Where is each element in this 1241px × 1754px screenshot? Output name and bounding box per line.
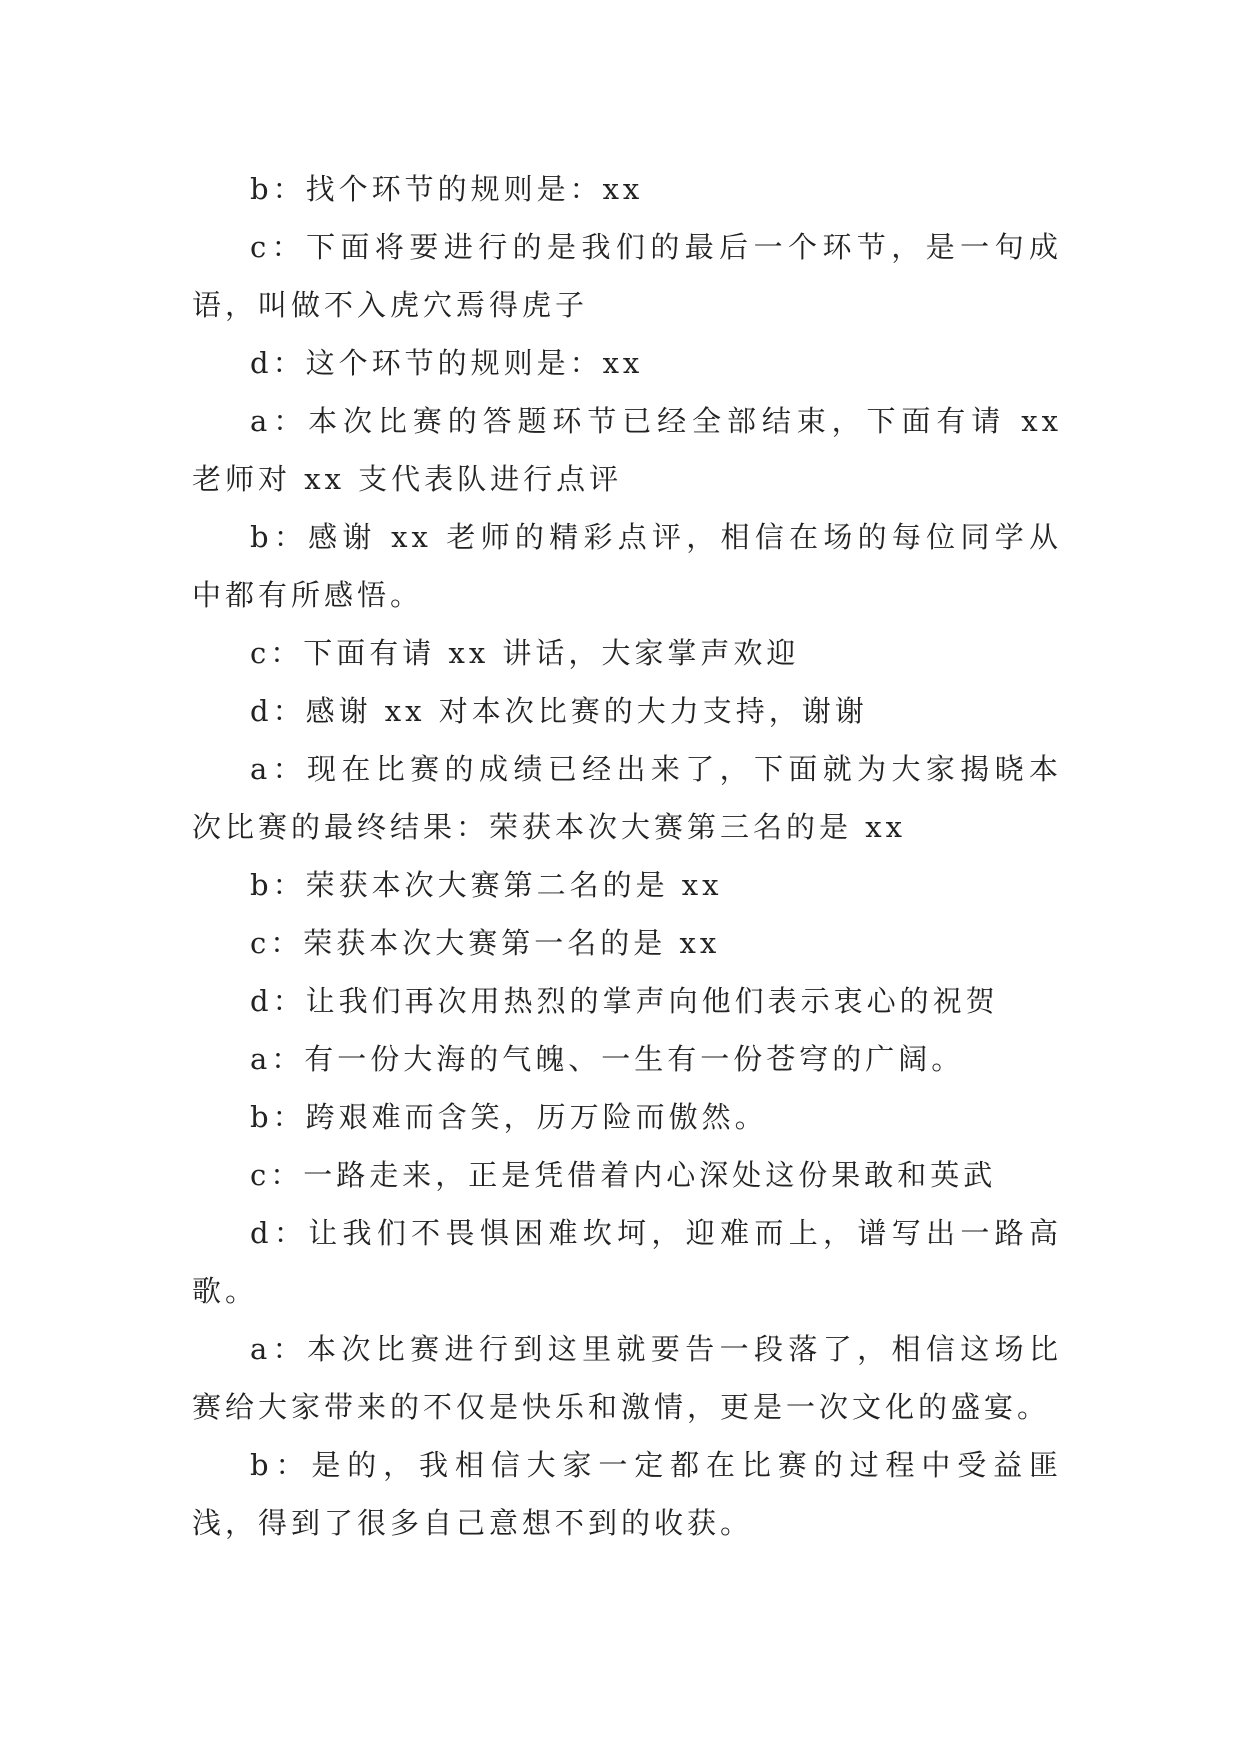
paragraph: b：感谢 xx 老师的精彩点评，相信在场的每位同学从中都有所感悟。 — [192, 520, 1062, 612]
paragraph: a：现在比赛的成绩已经出来了，下面就为大家揭晓本次比赛的最终结果：荣获本次大赛第三名的是 xx — [192, 752, 1062, 844]
paragraph: d：感谢 xx 对本次比赛的大力支持，谢谢 — [250, 694, 868, 728]
paragraph: b：找个环节的规则是：xx — [250, 172, 644, 206]
paragraph: d：这个环节的规则是：xx — [250, 346, 644, 380]
paragraph: c：下面有请 xx 讲话，大家掌声欢迎 — [250, 636, 800, 670]
paragraph: b：跨艰难而含笑，历万险而傲然。 — [250, 1100, 768, 1134]
paragraph: b：荣获本次大赛第二名的是 xx — [250, 868, 723, 902]
paragraph: d：让我们不畏惧困难坎坷，迎难而上，谱写出一路高歌。 — [192, 1216, 1062, 1308]
paragraph: a：本次比赛进行到这里就要告一段落了，相信这场比赛给大家带来的不仅是快乐和激情，更是一次文化的盛宴。 — [192, 1332, 1062, 1424]
paragraph: c：下面将要进行的是我们的最后一个环节，是一句成语，叫做不入虎穴焉得虎子 — [192, 230, 1062, 322]
paragraph: a：有一份大海的气魄、一生有一份苍穹的广阔。 — [250, 1042, 965, 1076]
paragraph: b：是的，我相信大家一定都在比赛的过程中受益匪浅，得到了很多自己意想不到的收获。 — [192, 1448, 1062, 1540]
paragraph: c：一路走来，正是凭借着内心深处这份果敢和英武 — [250, 1158, 997, 1192]
document-body — [192, 160, 1062, 1552]
paragraph: a：本次比赛的答题环节已经全部结束，下面有请 xx 老师对 xx 支代表队进行点评 — [192, 404, 1062, 496]
paragraph: c：荣获本次大赛第一名的是 xx — [250, 926, 721, 960]
paragraph: d：让我们再次用热烈的掌声向他们表示衷心的祝贺 — [250, 984, 999, 1018]
